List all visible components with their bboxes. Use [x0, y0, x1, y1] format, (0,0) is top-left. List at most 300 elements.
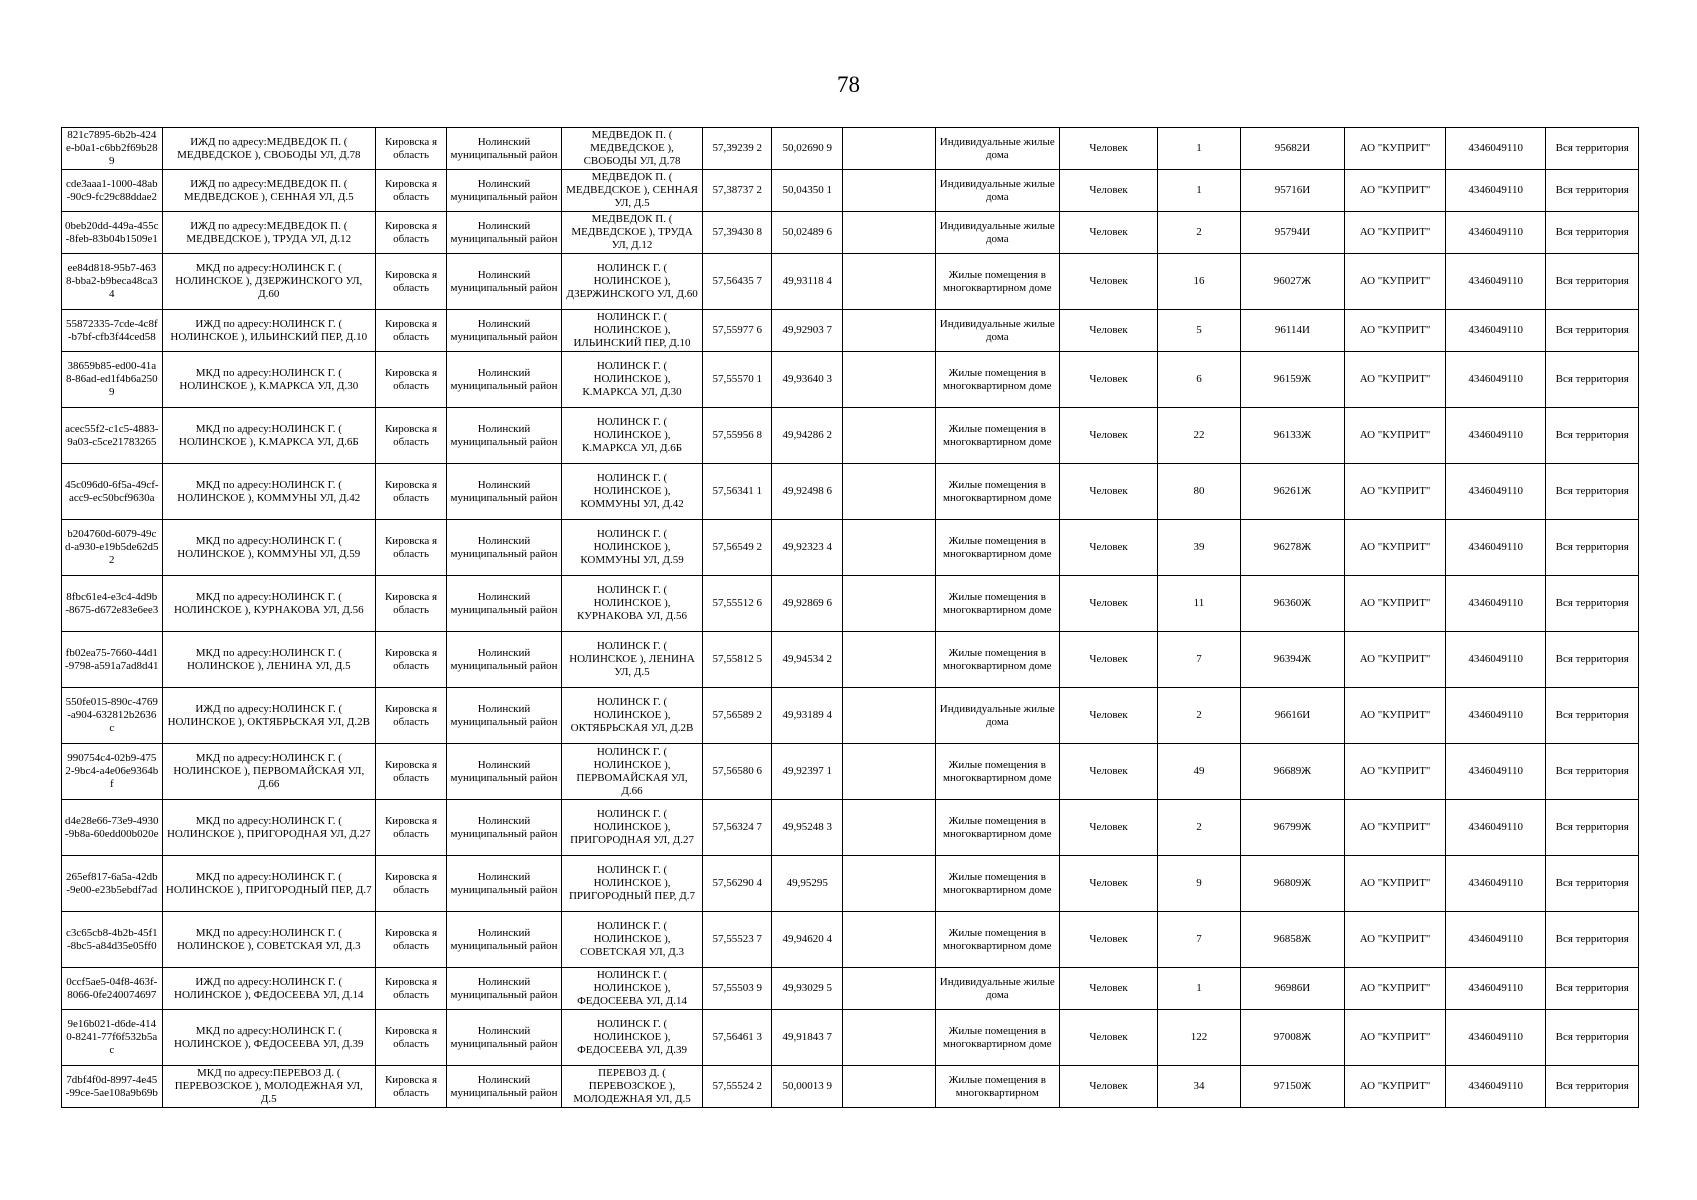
table-row — [62, 968, 1639, 1010]
address-cell: НОЛИНСК Г. ( НОЛИНСКОЕ ), ИЛЬИНСКИЙ ПЕР, Д.10 — [561, 310, 702, 352]
object-description-cell: МКД по адресу:ПЕРЕВОЗ Д. ( ПЕРЕВОЗСКОЕ ), МОЛОДЕЖНАЯ УЛ, Д.5 — [162, 1066, 375, 1108]
region-cell: Кировска я область — [375, 128, 446, 170]
empty-cell — [843, 632, 935, 688]
housing-type-cell: Жилые помещения в многоквартирном доме — [935, 408, 1059, 464]
unit-cell: Человек — [1059, 968, 1158, 1010]
longitude-cell: 49,93118 4 — [772, 254, 843, 310]
longitude-cell: 49,93640 3 — [772, 352, 843, 408]
region-cell: Кировска я область — [375, 464, 446, 520]
object-id-cell: 55872335-7cde-4c8f-b7bf-cfb3f44ced58 — [62, 310, 163, 352]
territory-cell: Вся территория — [1546, 352, 1639, 408]
empty-cell — [843, 576, 935, 632]
code-cell: 96799Ж — [1240, 800, 1345, 856]
object-description-cell: ИЖД по адресу:МЕДВЕДОК П. ( МЕДВЕДСКОЕ ), СВОБОДЫ УЛ, Д.78 — [162, 128, 375, 170]
housing-type-cell: Индивидуальные жилые дома — [935, 310, 1059, 352]
inn-cell: 4346049110 — [1445, 1066, 1546, 1108]
district-cell: Нолинский муниципальный район — [447, 968, 562, 1010]
object-id-cell: 0ccf5ae5-04f8-463f-8066-0fe240074697 — [62, 968, 163, 1010]
territory-cell: Вся территория — [1546, 128, 1639, 170]
territory-cell: Вся территория — [1546, 1010, 1639, 1066]
territory-cell: Вся территория — [1546, 254, 1639, 310]
latitude-cell: 57,39239 2 — [703, 128, 772, 170]
latitude-cell: 57,56341 1 — [703, 464, 772, 520]
unit-cell: Человек — [1059, 464, 1158, 520]
latitude-cell: 57,56324 7 — [703, 800, 772, 856]
unit-cell: Человек — [1059, 912, 1158, 968]
territory-cell: Вся территория — [1546, 912, 1639, 968]
latitude-cell: 57,55512 6 — [703, 576, 772, 632]
region-cell: Кировска я область — [375, 408, 446, 464]
longitude-cell: 49,93029 5 — [772, 968, 843, 1010]
district-cell: Нолинский муниципальный район — [447, 408, 562, 464]
table-row — [62, 576, 1639, 632]
address-cell: НОЛИНСК Г. ( НОЛИНСКОЕ ), ФЕДОСЕЕВА УЛ, Д.14 — [561, 968, 702, 1010]
code-cell: 97008Ж — [1240, 1010, 1345, 1066]
empty-cell — [843, 800, 935, 856]
table-row — [62, 688, 1639, 744]
address-cell: НОЛИНСК Г. ( НОЛИНСКОЕ ), К.МАРКСА УЛ, Д.30 — [561, 352, 702, 408]
housing-type-cell: Индивидуальные жилые дома — [935, 212, 1059, 254]
inn-cell: 4346049110 — [1445, 212, 1546, 254]
housing-type-cell: Индивидуальные жилые дома — [935, 968, 1059, 1010]
territory-cell: Вся территория — [1546, 464, 1639, 520]
address-cell: НОЛИНСК Г. ( НОЛИНСКОЕ ), К.МАРКСА УЛ, Д.6Б — [561, 408, 702, 464]
unit-cell: Человек — [1059, 212, 1158, 254]
latitude-cell: 57,56580 6 — [703, 744, 772, 800]
territory-cell: Вся территория — [1546, 688, 1639, 744]
organization-cell: АО "КУПРИТ" — [1345, 464, 1446, 520]
table-row — [62, 912, 1639, 968]
longitude-cell: 49,95295 — [772, 856, 843, 912]
region-cell: Кировска я область — [375, 254, 446, 310]
count-cell: 6 — [1158, 352, 1240, 408]
empty-cell — [843, 310, 935, 352]
object-id-cell: 38659b85-ed00-41a8-86ad-ed1f4b6a2509 — [62, 352, 163, 408]
region-cell: Кировска я область — [375, 632, 446, 688]
object-id-cell: ee84d818-95b7-4638-bba2-b9beca48ca34 — [62, 254, 163, 310]
district-cell: Нолинский муниципальный район — [447, 254, 562, 310]
object-description-cell: МКД по адресу:НОЛИНСК Г. ( НОЛИНСКОЕ ), ПЕРВОМАЙСКАЯ УЛ, Д.66 — [162, 744, 375, 800]
table-row — [62, 408, 1639, 464]
unit-cell: Человек — [1059, 800, 1158, 856]
latitude-cell: 57,56290 4 — [703, 856, 772, 912]
count-cell: 122 — [1158, 1010, 1240, 1066]
latitude-cell: 57,56435 7 — [703, 254, 772, 310]
unit-cell: Человек — [1059, 576, 1158, 632]
object-id-cell: 9e16b021-d6de-4140-8241-77f6f532b5ac — [62, 1010, 163, 1066]
code-cell: 96133Ж — [1240, 408, 1345, 464]
organization-cell: АО "КУПРИТ" — [1345, 744, 1446, 800]
count-cell: 2 — [1158, 212, 1240, 254]
region-cell: Кировска я область — [375, 352, 446, 408]
organization-cell: АО "КУПРИТ" — [1345, 576, 1446, 632]
address-cell: МЕДВЕДОК П. ( МЕДВЕДСКОЕ ), ТРУДА УЛ, Д.12 — [561, 212, 702, 254]
object-id-cell: c3c65cb8-4b2b-45f1-8bc5-a84d35e05ff0 — [62, 912, 163, 968]
count-cell: 9 — [1158, 856, 1240, 912]
object-description-cell: МКД по адресу:НОЛИНСК Г. ( НОЛИНСКОЕ ), КУРНАКОВА УЛ, Д.56 — [162, 576, 375, 632]
count-cell: 22 — [1158, 408, 1240, 464]
object-id-cell: 821c7895-6b2b-424e-b0a1-c6bb2f69b289 — [62, 128, 163, 170]
code-cell: 96858Ж — [1240, 912, 1345, 968]
latitude-cell: 57,55977 6 — [703, 310, 772, 352]
inn-cell: 4346049110 — [1445, 128, 1546, 170]
code-cell: 95682И — [1240, 128, 1345, 170]
count-cell: 7 — [1158, 912, 1240, 968]
organization-cell: АО "КУПРИТ" — [1345, 520, 1446, 576]
code-cell: 96027Ж — [1240, 254, 1345, 310]
longitude-cell: 49,92869 6 — [772, 576, 843, 632]
district-cell: Нолинский муниципальный район — [447, 464, 562, 520]
housing-type-cell: Жилые помещения в многоквартирном доме — [935, 254, 1059, 310]
unit-cell: Человек — [1059, 688, 1158, 744]
organization-cell: АО "КУПРИТ" — [1345, 1066, 1446, 1108]
longitude-cell: 49,92903 7 — [772, 310, 843, 352]
count-cell: 2 — [1158, 800, 1240, 856]
unit-cell: Человек — [1059, 856, 1158, 912]
inn-cell: 4346049110 — [1445, 632, 1546, 688]
table-row — [62, 1066, 1639, 1108]
territory-cell: Вся территория — [1546, 856, 1639, 912]
region-cell: Кировска я область — [375, 688, 446, 744]
address-cell: НОЛИНСК Г. ( НОЛИНСКОЕ ), ПРИГОРОДНАЯ УЛ, Д.27 — [561, 800, 702, 856]
object-description-cell: МКД по адресу:НОЛИНСК Г. ( НОЛИНСКОЕ ), КОММУНЫ УЛ, Д.59 — [162, 520, 375, 576]
unit-cell: Человек — [1059, 408, 1158, 464]
organization-cell: АО "КУПРИТ" — [1345, 1010, 1446, 1066]
longitude-cell: 49,94286 2 — [772, 408, 843, 464]
inn-cell: 4346049110 — [1445, 520, 1546, 576]
code-cell: 96809Ж — [1240, 856, 1345, 912]
unit-cell: Человек — [1059, 1066, 1158, 1108]
unit-cell: Человек — [1059, 310, 1158, 352]
empty-cell — [843, 128, 935, 170]
address-cell: ПЕРЕВОЗ Д. ( ПЕРЕВОЗСКОЕ ), МОЛОДЕЖНАЯ УЛ, Д.5 — [561, 1066, 702, 1108]
district-cell: Нолинский муниципальный район — [447, 352, 562, 408]
code-cell: 96986И — [1240, 968, 1345, 1010]
district-cell: Нолинский муниципальный район — [447, 212, 562, 254]
unit-cell: Человек — [1059, 632, 1158, 688]
address-cell: НОЛИНСК Г. ( НОЛИНСКОЕ ), КУРНАКОВА УЛ, Д.56 — [561, 576, 702, 632]
table-row — [62, 254, 1639, 310]
table-row — [62, 464, 1639, 520]
organization-cell: АО "КУПРИТ" — [1345, 128, 1446, 170]
table-row — [62, 170, 1639, 212]
object-description-cell: ИЖД по адресу:МЕДВЕДОК П. ( МЕДВЕДСКОЕ ), ТРУДА УЛ, Д.12 — [162, 212, 375, 254]
inn-cell: 4346049110 — [1445, 310, 1546, 352]
object-description-cell: МКД по адресу:НОЛИНСК Г. ( НОЛИНСКОЕ ), ЛЕНИНА УЛ, Д.5 — [162, 632, 375, 688]
unit-cell: Человек — [1059, 520, 1158, 576]
housing-type-cell: Жилые помещения в многоквартирном доме — [935, 352, 1059, 408]
inn-cell: 4346049110 — [1445, 576, 1546, 632]
address-cell: НОЛИНСК Г. ( НОЛИНСКОЕ ), КОММУНЫ УЛ, Д.42 — [561, 464, 702, 520]
table-row — [62, 800, 1639, 856]
inn-cell: 4346049110 — [1445, 912, 1546, 968]
housing-type-cell: Индивидуальные жилые дома — [935, 170, 1059, 212]
housing-type-cell: Жилые помещения в многоквартирном доме — [935, 520, 1059, 576]
object-id-cell: 8fbc61e4-e3c4-4d9b-8675-d672e83e6ee3 — [62, 576, 163, 632]
organization-cell: АО "КУПРИТ" — [1345, 170, 1446, 212]
longitude-cell: 49,93189 4 — [772, 688, 843, 744]
code-cell: 96278Ж — [1240, 520, 1345, 576]
count-cell: 5 — [1158, 310, 1240, 352]
count-cell: 1 — [1158, 968, 1240, 1010]
longitude-cell: 50,02489 6 — [772, 212, 843, 254]
housing-type-cell: Жилые помещения в многоквартирном доме — [935, 912, 1059, 968]
object-id-cell: 45c096d0-6f5a-49cf-acc9-ec50bcf9630a — [62, 464, 163, 520]
address-cell: НОЛИНСК Г. ( НОЛИНСКОЕ ), ФЕДОСЕЕВА УЛ, Д.39 — [561, 1010, 702, 1066]
district-cell: Нолинский муниципальный район — [447, 310, 562, 352]
organization-cell: АО "КУПРИТ" — [1345, 254, 1446, 310]
table-row — [62, 744, 1639, 800]
object-description-cell: МКД по адресу:НОЛИНСК Г. ( НОЛИНСКОЕ ), КОММУНЫ УЛ, Д.42 — [162, 464, 375, 520]
organization-cell: АО "КУПРИТ" — [1345, 856, 1446, 912]
housing-type-cell: Жилые помещения в многоквартирном доме — [935, 800, 1059, 856]
count-cell: 1 — [1158, 170, 1240, 212]
district-cell: Нолинский муниципальный район — [447, 1010, 562, 1066]
address-cell: НОЛИНСК Г. ( НОЛИНСКОЕ ), ПРИГОРОДНЫЙ ПЕР, Д.7 — [561, 856, 702, 912]
inn-cell: 4346049110 — [1445, 464, 1546, 520]
inn-cell: 4346049110 — [1445, 800, 1546, 856]
region-cell: Кировска я область — [375, 744, 446, 800]
district-cell: Нолинский муниципальный район — [447, 576, 562, 632]
territory-cell: Вся территория — [1546, 408, 1639, 464]
code-cell: 96360Ж — [1240, 576, 1345, 632]
empty-cell — [843, 212, 935, 254]
longitude-cell: 50,02690 9 — [772, 128, 843, 170]
inn-cell: 4346049110 — [1445, 1010, 1546, 1066]
address-cell: НОЛИНСК Г. ( НОЛИНСКОЕ ), КОММУНЫ УЛ, Д.59 — [561, 520, 702, 576]
address-cell: НОЛИНСК Г. ( НОЛИНСКОЕ ), ДЗЕРЖИНСКОГО УЛ, Д.60 — [561, 254, 702, 310]
object-id-cell: d4e28e66-73e9-4930-9b8a-60edd00b020e — [62, 800, 163, 856]
empty-cell — [843, 1066, 935, 1108]
latitude-cell: 57,55524 2 — [703, 1066, 772, 1108]
territory-cell: Вся территория — [1546, 968, 1639, 1010]
region-cell: Кировска я область — [375, 520, 446, 576]
housing-type-cell: Индивидуальные жилые дома — [935, 688, 1059, 744]
longitude-cell: 49,91843 7 — [772, 1010, 843, 1066]
longitude-cell: 49,92323 4 — [772, 520, 843, 576]
address-cell: НОЛИНСК Г. ( НОЛИНСКОЕ ), ОКТЯБРЬСКАЯ УЛ, Д.2В — [561, 688, 702, 744]
page-number: 78 — [837, 72, 860, 97]
region-cell: Кировска я область — [375, 856, 446, 912]
district-cell: Нолинский муниципальный район — [447, 170, 562, 212]
code-cell: 95794И — [1240, 212, 1345, 254]
region-cell: Кировска я область — [375, 310, 446, 352]
table-row — [62, 632, 1639, 688]
territory-cell: Вся территория — [1546, 1066, 1639, 1108]
region-cell: Кировска я область — [375, 170, 446, 212]
empty-cell — [843, 520, 935, 576]
inn-cell: 4346049110 — [1445, 744, 1546, 800]
region-cell: Кировска я область — [375, 576, 446, 632]
table-row — [62, 1010, 1639, 1066]
address-cell: МЕДВЕДОК П. ( МЕДВЕДСКОЕ ), СЕННАЯ УЛ, Д.5 — [561, 170, 702, 212]
empty-cell — [843, 352, 935, 408]
latitude-cell: 57,55503 9 — [703, 968, 772, 1010]
inn-cell: 4346049110 — [1445, 688, 1546, 744]
inn-cell: 4346049110 — [1445, 170, 1546, 212]
organization-cell: АО "КУПРИТ" — [1345, 352, 1446, 408]
code-cell: 96394Ж — [1240, 632, 1345, 688]
district-cell: Нолинский муниципальный район — [447, 1066, 562, 1108]
longitude-cell: 49,95248 3 — [772, 800, 843, 856]
object-id-cell: 550fe015-890c-4769-a904-632812b2636c — [62, 688, 163, 744]
inn-cell: 4346049110 — [1445, 856, 1546, 912]
object-id-cell: acec55f2-c1c5-4883-9a03-c5ce21783265 — [62, 408, 163, 464]
latitude-cell: 57,55523 7 — [703, 912, 772, 968]
empty-cell — [843, 912, 935, 968]
organization-cell: АО "КУПРИТ" — [1345, 212, 1446, 254]
district-cell: Нолинский муниципальный район — [447, 520, 562, 576]
code-cell: 96261Ж — [1240, 464, 1345, 520]
object-id-cell: fb02ea75-7660-44d1-9798-a591a7ad8d41 — [62, 632, 163, 688]
unit-cell: Человек — [1059, 128, 1158, 170]
latitude-cell: 57,55956 8 — [703, 408, 772, 464]
object-id-cell: 0beb20dd-449a-455c-8feb-83b04b1509e1 — [62, 212, 163, 254]
latitude-cell: 57,38737 2 — [703, 170, 772, 212]
code-cell: 96159Ж — [1240, 352, 1345, 408]
inn-cell: 4346049110 — [1445, 254, 1546, 310]
organization-cell: АО "КУПРИТ" — [1345, 912, 1446, 968]
unit-cell: Человек — [1059, 170, 1158, 212]
table-row — [62, 856, 1639, 912]
organization-cell: АО "КУПРИТ" — [1345, 408, 1446, 464]
inn-cell: 4346049110 — [1445, 408, 1546, 464]
district-cell: Нолинский муниципальный район — [447, 856, 562, 912]
object-id-cell: 990754c4-02b9-4752-9bc4-a4e06e9364bf — [62, 744, 163, 800]
longitude-cell: 49,94534 2 — [772, 632, 843, 688]
count-cell: 34 — [1158, 1066, 1240, 1108]
housing-type-cell: Жилые помещения в многоквартирном доме — [935, 856, 1059, 912]
organization-cell: АО "КУПРИТ" — [1345, 688, 1446, 744]
count-cell: 16 — [1158, 254, 1240, 310]
count-cell: 2 — [1158, 688, 1240, 744]
unit-cell: Человек — [1059, 1010, 1158, 1066]
code-cell: 96114И — [1240, 310, 1345, 352]
district-cell: Нолинский муниципальный район — [447, 632, 562, 688]
territory-cell: Вся территория — [1546, 310, 1639, 352]
table-row — [62, 520, 1639, 576]
code-cell: 96689Ж — [1240, 744, 1345, 800]
registry-table — [61, 127, 1639, 1108]
empty-cell — [843, 688, 935, 744]
address-cell: НОЛИНСК Г. ( НОЛИНСКОЕ ), ПЕРВОМАЙСКАЯ УЛ, Д.66 — [561, 744, 702, 800]
region-cell: Кировска я область — [375, 212, 446, 254]
object-description-cell: МКД по адресу:НОЛИНСК Г. ( НОЛИНСКОЕ ), ПРИГОРОДНАЯ УЛ, Д.27 — [162, 800, 375, 856]
organization-cell: АО "КУПРИТ" — [1345, 968, 1446, 1010]
territory-cell: Вся территория — [1546, 576, 1639, 632]
code-cell: 97150Ж — [1240, 1066, 1345, 1108]
object-description-cell: МКД по адресу:НОЛИНСК Г. ( НОЛИНСКОЕ ), К.МАРКСА УЛ, Д.30 — [162, 352, 375, 408]
longitude-cell: 50,00013 9 — [772, 1066, 843, 1108]
object-description-cell: МКД по адресу:НОЛИНСК Г. ( НОЛИНСКОЕ ), К.МАРКСА УЛ, Д.6Б — [162, 408, 375, 464]
longitude-cell: 50,04350 1 — [772, 170, 843, 212]
unit-cell: Человек — [1059, 254, 1158, 310]
code-cell: 96616И — [1240, 688, 1345, 744]
territory-cell: Вся территория — [1546, 170, 1639, 212]
territory-cell: Вся территория — [1546, 744, 1639, 800]
count-cell: 49 — [1158, 744, 1240, 800]
object-id-cell: 265ef817-6a5a-42db-9e00-e23b5ebdf7ad — [62, 856, 163, 912]
territory-cell: Вся территория — [1546, 520, 1639, 576]
latitude-cell: 57,56549 2 — [703, 520, 772, 576]
empty-cell — [843, 1010, 935, 1066]
empty-cell — [843, 464, 935, 520]
district-cell: Нолинский муниципальный район — [447, 800, 562, 856]
housing-type-cell: Жилые помещения в многоквартирном доме — [935, 632, 1059, 688]
housing-type-cell: Жилые помещения в многоквартирном доме — [935, 464, 1059, 520]
count-cell: 39 — [1158, 520, 1240, 576]
housing-type-cell: Жилые помещения в многоквартирном доме — [935, 576, 1059, 632]
object-description-cell: МКД по адресу:НОЛИНСК Г. ( НОЛИНСКОЕ ), ДЗЕРЖИНСКОГО УЛ, Д.60 — [162, 254, 375, 310]
object-description-cell: МКД по адресу:НОЛИНСК Г. ( НОЛИНСКОЕ ), СОВЕТСКАЯ УЛ, Д.3 — [162, 912, 375, 968]
object-description-cell: ИЖД по адресу:НОЛИНСК Г. ( НОЛИНСКОЕ ), ОКТЯБРЬСКАЯ УЛ, Д.2В — [162, 688, 375, 744]
count-cell: 7 — [1158, 632, 1240, 688]
object-description-cell: ИЖД по адресу:МЕДВЕДОК П. ( МЕДВЕДСКОЕ ), СЕННАЯ УЛ, Д.5 — [162, 170, 375, 212]
unit-cell: Человек — [1059, 744, 1158, 800]
housing-type-cell: Жилые помещения в многоквартирном доме — [935, 1010, 1059, 1066]
unit-cell: Человек — [1059, 352, 1158, 408]
object-description-cell: ИЖД по адресу:НОЛИНСК Г. ( НОЛИНСКОЕ ), ИЛЬИНСКИЙ ПЕР, Д.10 — [162, 310, 375, 352]
registry-rows — [62, 128, 1639, 1108]
latitude-cell: 57,39430 8 — [703, 212, 772, 254]
code-cell: 95716И — [1240, 170, 1345, 212]
count-cell: 80 — [1158, 464, 1240, 520]
inn-cell: 4346049110 — [1445, 352, 1546, 408]
empty-cell — [843, 170, 935, 212]
latitude-cell: 57,56461 3 — [703, 1010, 772, 1066]
territory-cell: Вся территория — [1546, 632, 1639, 688]
longitude-cell: 49,94620 4 — [772, 912, 843, 968]
district-cell: Нолинский муниципальный район — [447, 128, 562, 170]
territory-cell: Вся территория — [1546, 800, 1639, 856]
housing-type-cell: Жилые помещения в многоквартирном — [935, 1066, 1059, 1108]
district-cell: Нолинский муниципальный район — [447, 744, 562, 800]
empty-cell — [843, 254, 935, 310]
object-description-cell: МКД по адресу:НОЛИНСК Г. ( НОЛИНСКОЕ ), ПРИГОРОДНЫЙ ПЕР, Д.7 — [162, 856, 375, 912]
count-cell: 11 — [1158, 576, 1240, 632]
territory-cell: Вся территория — [1546, 212, 1639, 254]
address-cell: НОЛИНСК Г. ( НОЛИНСКОЕ ), СОВЕТСКАЯ УЛ, Д.3 — [561, 912, 702, 968]
latitude-cell: 57,56589 2 — [703, 688, 772, 744]
empty-cell — [843, 408, 935, 464]
empty-cell — [843, 968, 935, 1010]
table-row — [62, 212, 1639, 254]
address-cell: МЕДВЕДОК П. ( МЕДВЕДСКОЕ ), СВОБОДЫ УЛ, Д.78 — [561, 128, 702, 170]
object-id-cell: cde3aaa1-1000-48ab-90c9-fc29c88ddae2 — [62, 170, 163, 212]
longitude-cell: 49,92498 6 — [772, 464, 843, 520]
latitude-cell: 57,55570 1 — [703, 352, 772, 408]
latitude-cell: 57,55812 5 — [703, 632, 772, 688]
region-cell: Кировска я область — [375, 968, 446, 1010]
district-cell: Нолинский муниципальный район — [447, 912, 562, 968]
object-id-cell: b204760d-6079-49cd-a930-e19b5de62d52 — [62, 520, 163, 576]
address-cell: НОЛИНСК Г. ( НОЛИНСКОЕ ), ЛЕНИНА УЛ, Д.5 — [561, 632, 702, 688]
empty-cell — [843, 856, 935, 912]
table-row — [62, 352, 1639, 408]
region-cell: Кировска я область — [375, 1066, 446, 1108]
organization-cell: АО "КУПРИТ" — [1345, 800, 1446, 856]
object-description-cell: МКД по адресу:НОЛИНСК Г. ( НОЛИНСКОЕ ), ФЕДОСЕЕВА УЛ, Д.39 — [162, 1010, 375, 1066]
object-description-cell: ИЖД по адресу:НОЛИНСК Г. ( НОЛИНСКОЕ ), ФЕДОСЕЕВА УЛ, Д.14 — [162, 968, 375, 1010]
table-row — [62, 310, 1639, 352]
region-cell: Кировска я область — [375, 912, 446, 968]
organization-cell: АО "КУПРИТ" — [1345, 632, 1446, 688]
table-row — [62, 128, 1639, 170]
region-cell: Кировска я область — [375, 800, 446, 856]
organization-cell: АО "КУПРИТ" — [1345, 310, 1446, 352]
housing-type-cell: Жилые помещения в многоквартирном доме — [935, 744, 1059, 800]
empty-cell — [843, 744, 935, 800]
